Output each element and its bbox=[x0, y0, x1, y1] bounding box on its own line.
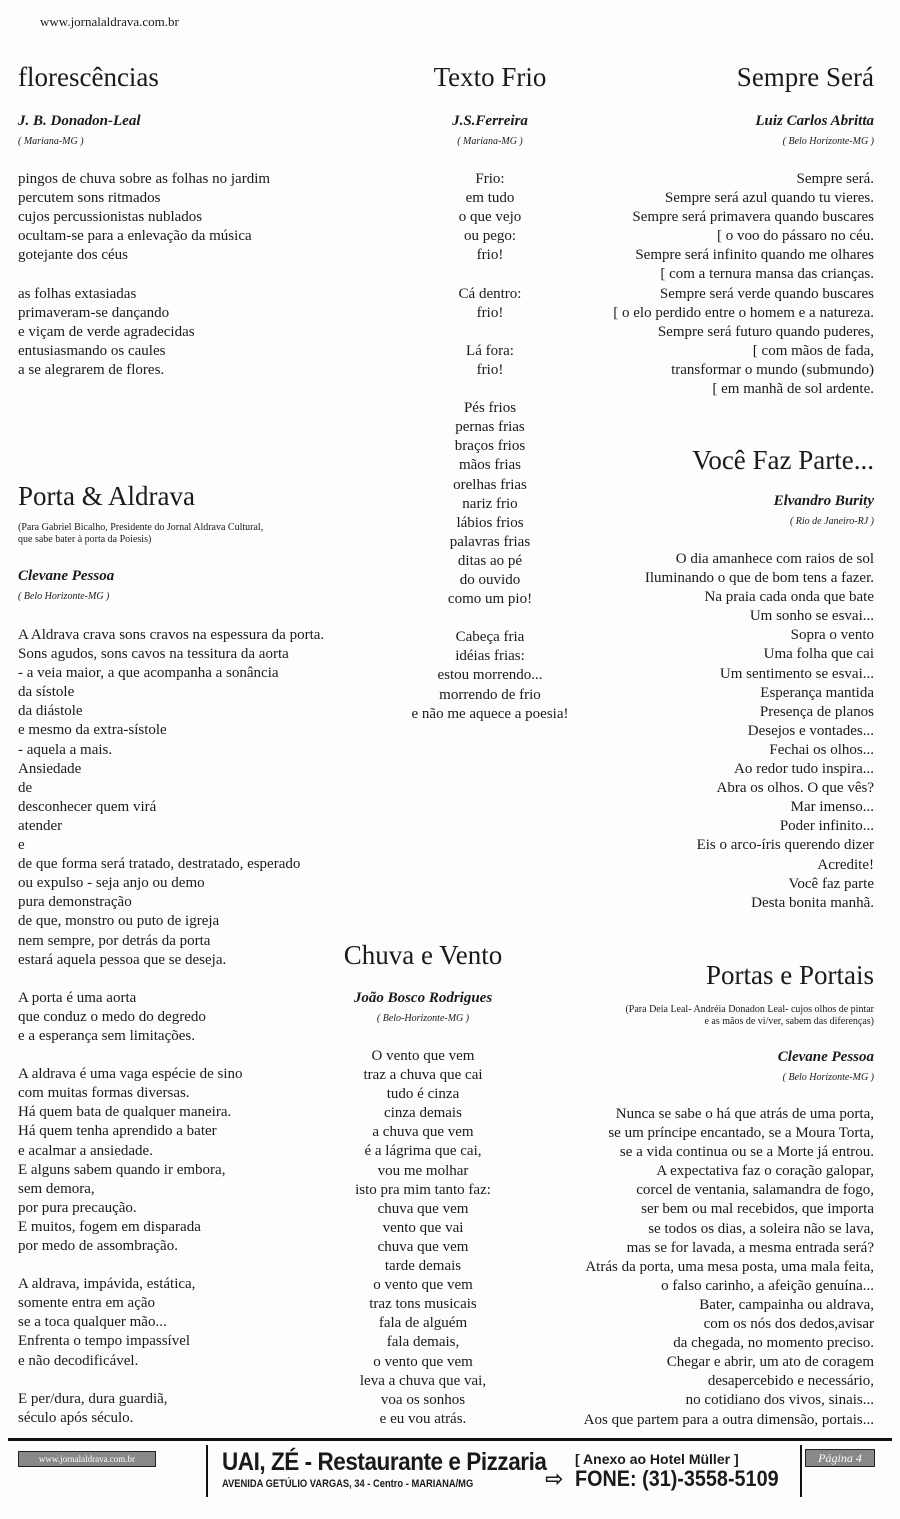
poem-line: e bbox=[18, 837, 25, 854]
poem-line: traz a chuva que cai bbox=[363, 1067, 483, 1084]
poem-line: Acredite! bbox=[817, 856, 874, 873]
stanza-break bbox=[18, 1046, 324, 1065]
poem-line: Aos que partem para a outra dimensão, portais... bbox=[583, 1411, 874, 1428]
poem-line: lábios frios bbox=[456, 514, 524, 531]
poem-line: palavras frias bbox=[449, 533, 531, 550]
poem-line: estou morrendo... bbox=[437, 667, 543, 684]
poem-line: Sempre será verde quando buscares bbox=[659, 285, 874, 302]
poem-line: com os nós dos dedos,avisar bbox=[703, 1316, 874, 1333]
dedication-porta-aldrava bbox=[18, 522, 263, 546]
poem-line: de que forma será tratado, destratado, esperado bbox=[18, 856, 301, 873]
poem-line: atender bbox=[18, 817, 63, 834]
poem-line: tudo é cinza bbox=[386, 1086, 460, 1103]
poem-line: Desta bonita manhã. bbox=[751, 894, 874, 911]
poem-line: braços frios bbox=[454, 438, 526, 455]
poem-line: pernas frias bbox=[455, 419, 525, 436]
poem-title-sempre-sera: Sempre Será bbox=[736, 62, 874, 92]
poem-line: no cotidiano dos vivos, sinais... bbox=[685, 1392, 874, 1409]
poem-line: Cabeça fria bbox=[455, 629, 525, 646]
place-portas-portais: ( Belo Horizonte-MG ) bbox=[782, 1072, 874, 1083]
poem-line: nem sempre, por detrás da porta bbox=[18, 932, 211, 949]
poem-line: que conduz o medo do degredo bbox=[18, 1008, 206, 1025]
poem-line: Há quem tenha aprendido a bater bbox=[18, 1123, 217, 1140]
place-sempre-sera: ( Belo Horizonte-MG ) bbox=[782, 136, 874, 147]
poem-line: com muitas formas diversas. bbox=[18, 1085, 190, 1102]
poem-line: fala demais, bbox=[386, 1334, 460, 1351]
poem-line: e a esperança sem limitações. bbox=[18, 1027, 195, 1044]
poem-line: (Para Gabriel Bicalho, Presidente do Jornal Aldrava Cultural, bbox=[18, 522, 264, 533]
poem-line: E muitos, fogem em disparada bbox=[18, 1218, 201, 1235]
poem-line: morrendo de frio bbox=[439, 686, 541, 703]
poem-line: Um sentimento se esvai... bbox=[719, 665, 874, 682]
poem-line: frio! bbox=[476, 304, 504, 321]
ad-address: AVENIDA GETÚLIO VARGAS, 34 - Centro - MARIANA/MG bbox=[222, 1478, 474, 1490]
poem-line: de que, monstro ou puto de igreja bbox=[18, 913, 220, 930]
poem-line: [ o elo perdido entre o homem e a natureza. bbox=[613, 304, 874, 321]
poem-line: frio! bbox=[476, 247, 504, 264]
poem-body-voce-faz-parte bbox=[645, 550, 874, 913]
poem-title-portas-portais: Portas e Portais bbox=[706, 960, 874, 990]
place-voce-faz-parte: ( Rio de Janeiro-RJ ) bbox=[789, 516, 874, 527]
place-chuva-vento: ( Belo-Horizonte-MG ) bbox=[376, 1013, 470, 1024]
poem-line: Pés frios bbox=[463, 400, 517, 417]
poem-line: A expectativa faz o coração galopar, bbox=[656, 1163, 874, 1180]
poem-line: o vento que vem bbox=[373, 1277, 473, 1294]
ad-annex: [ Anexo ao Hotel Müller ] bbox=[575, 1451, 739, 1467]
poem-line: em tudo bbox=[465, 190, 515, 207]
poem-line: e as mãos de vi/ver, sabem das diferenças) bbox=[704, 1016, 874, 1027]
poem-line: Sons agudos, sons cavos na tessitura da aorta bbox=[18, 646, 289, 663]
poem-title-voce-faz-parte: Você Faz Parte... bbox=[692, 445, 874, 475]
poem-line: século após século. bbox=[18, 1409, 134, 1426]
poem-title-chuva-vento: Chuva e Vento bbox=[343, 940, 503, 970]
poem-line: corcel de ventania, salamandra de fogo, bbox=[636, 1182, 874, 1199]
place-florescencias: ( Mariana-MG ) bbox=[18, 136, 84, 147]
poem-line: mãos frias bbox=[458, 457, 522, 474]
poem-line: idéias frias: bbox=[455, 648, 525, 665]
poem-line: Você faz parte bbox=[788, 875, 874, 892]
poem-line: cinza demais bbox=[384, 1105, 462, 1122]
poem-line: Atrás da porta, uma mesa posta, uma mala feita, bbox=[585, 1258, 874, 1275]
poem-title-texto-frio: Texto Frio bbox=[433, 62, 547, 92]
poem-line: Sempre será futuro quando puderes, bbox=[657, 323, 874, 340]
poem-line: Abra os olhos. O que vês? bbox=[716, 780, 874, 797]
poem-line: Chegar e abrir, um ato de coragem bbox=[666, 1354, 874, 1371]
poem-line: frio! bbox=[476, 361, 504, 378]
poem-line: por pura precaução. bbox=[18, 1199, 137, 1216]
poem-line: e viçam de verde agradecidas bbox=[18, 323, 195, 340]
poem-line: tarde demais bbox=[384, 1258, 462, 1275]
author-florescencias: J. B. Donadon-Leal bbox=[18, 113, 141, 129]
poem-line: leva a chuva que vai, bbox=[359, 1372, 487, 1389]
poem-line: e não me aquece a poesia! bbox=[411, 705, 569, 722]
page-number: Página 4 bbox=[805, 1449, 875, 1467]
poem-line: e acalmar a ansiedade. bbox=[18, 1142, 153, 1159]
poem-body-sempre-sera bbox=[613, 170, 874, 399]
poem-line: o vento que vem bbox=[373, 1353, 473, 1370]
poem-body-texto-frio bbox=[380, 170, 600, 724]
poem-line: Sopra o vento bbox=[790, 627, 874, 644]
stanza-break bbox=[18, 1256, 324, 1275]
poem-body-chuva-vento bbox=[318, 1047, 528, 1429]
poem-line: O dia amanhece com raios de sol bbox=[675, 551, 874, 567]
poem-line: do ouvido bbox=[459, 571, 521, 588]
poem-line: percutem sons ritmados bbox=[18, 190, 161, 207]
poem-line: por medo de assombração. bbox=[18, 1238, 178, 1254]
author-porta-aldrava: Clevane Pessoa bbox=[18, 568, 115, 584]
poem-line: Lá fora: bbox=[466, 342, 514, 359]
poem-line: Enfrenta o tempo impassível bbox=[18, 1333, 191, 1350]
poem-line: Fechai os olhos... bbox=[769, 741, 874, 758]
poem-line: A aldrava, impávida, estática, bbox=[18, 1276, 196, 1293]
poem-line: cujos percussionistas nublados bbox=[18, 209, 203, 226]
place-porta-aldrava: ( Belo Horizonte-MG ) bbox=[18, 591, 110, 602]
poem-line: chuva que vem bbox=[377, 1200, 469, 1217]
stanza-break bbox=[380, 380, 600, 399]
poem-line: - aquela a mais. bbox=[18, 741, 113, 758]
dedication-portas-portais bbox=[625, 1004, 874, 1028]
poem-line: Na praia cada onda que bate bbox=[704, 589, 874, 606]
poem-line: mas se for lavada, a mesma entrada será? bbox=[626, 1239, 874, 1256]
poem-line: Uma folha que cai bbox=[763, 646, 874, 663]
poem-title-porta-aldrava: Porta & Aldrava bbox=[18, 481, 195, 511]
poem-line: Cá dentro: bbox=[458, 285, 522, 302]
poem-line: voa os sonhos bbox=[380, 1391, 466, 1408]
poem-line: se todos os dias, a soleira não se lava, bbox=[648, 1220, 874, 1237]
poem-line: é a lágrima que cai, bbox=[364, 1143, 482, 1160]
poem-line: o falso carinho, a afeição genuína... bbox=[661, 1277, 874, 1294]
poem-line: nariz frio bbox=[462, 495, 518, 512]
author-voce-faz-parte: Elvandro Burity bbox=[773, 493, 874, 509]
stanza-break bbox=[380, 609, 600, 628]
poem-line: que sabe bater à porta da Poiesis) bbox=[18, 534, 152, 545]
poem-line: E alguns sabem quando ir embora, bbox=[18, 1161, 226, 1178]
poem-line: ser bem ou mal recebidos, que importa bbox=[641, 1201, 874, 1218]
poem-line: - a veia maior, a que acompanha a sonância bbox=[18, 665, 279, 682]
poem-line: se a vida continua ou se a Morte já entrou. bbox=[619, 1144, 874, 1161]
poem-line: Um sonho se esvai... bbox=[749, 608, 874, 625]
poem-line: O vento que vem bbox=[371, 1048, 475, 1064]
poem-line: a se alegrarem de flores. bbox=[18, 361, 165, 378]
poem-body-portas-portais bbox=[584, 1105, 874, 1430]
author-portas-portais: Clevane Pessoa bbox=[777, 1049, 874, 1065]
poem-line: A aldrava é uma vaga espécie de sino bbox=[18, 1066, 243, 1083]
poem-line: ou expulso - seja anjo ou demo bbox=[18, 875, 205, 892]
poem-line: primaveram-se dançando bbox=[18, 304, 170, 321]
poem-line: traz tons musicais bbox=[369, 1296, 477, 1313]
poem-line: da chegada, no momento preciso. bbox=[673, 1335, 874, 1352]
poem-line: a chuva que vem bbox=[372, 1124, 474, 1141]
poem-line: e mesmo da extra-sístole bbox=[18, 722, 167, 739]
poem-line: e não decodificável. bbox=[18, 1352, 139, 1369]
place-texto-frio: ( Mariana-MG ) bbox=[457, 136, 523, 147]
poem-line: fala de alguém bbox=[378, 1315, 468, 1332]
poem-line: sem demora, bbox=[18, 1180, 95, 1197]
poem-title-florescencias: florescências bbox=[18, 62, 159, 92]
poem-line: Ao redor tudo inspira... bbox=[734, 761, 874, 778]
poem-line: ocultam-se para a enlevação da música bbox=[18, 228, 252, 245]
poem-line: vento que vai bbox=[382, 1219, 464, 1236]
poem-line: Mar imenso... bbox=[790, 799, 874, 816]
poem-line: Iluminando o que de bom tens a fazer. bbox=[644, 570, 874, 587]
site-url: www.jornalaldrava.com.br bbox=[40, 14, 179, 29]
poem-line: pingos de chuva sobre as folhas no jardim bbox=[18, 171, 271, 187]
poem-line: Sempre será azul quando tu vieres. bbox=[664, 190, 874, 207]
poem-line: e eu vou atrás. bbox=[379, 1410, 467, 1427]
author-chuva-vento: João Bosco Rodrigues bbox=[353, 990, 493, 1006]
stanza-break bbox=[18, 970, 324, 989]
poem-line: pura demonstração bbox=[18, 894, 132, 911]
poem-line: Frio: bbox=[475, 171, 505, 187]
poem-line: somente entra em ação bbox=[18, 1295, 156, 1312]
poem-line: Sempre será infinito quando me olhares bbox=[635, 247, 874, 264]
poem-line: Sempre será. bbox=[796, 171, 874, 187]
poem-line: [ com mãos de fada, bbox=[752, 342, 874, 359]
poem-body-florescencias bbox=[18, 170, 270, 380]
poem-line: ditas ao pé bbox=[457, 552, 523, 569]
poem-line: gotejante dos céus bbox=[18, 247, 128, 264]
poem-line: Sempre será primavera quando buscares bbox=[632, 209, 874, 226]
poem-line: da sístole bbox=[18, 684, 75, 701]
stanza-break bbox=[18, 1371, 324, 1390]
poem-line: [ em manhã de sol ardente. bbox=[712, 381, 874, 398]
poem-line: orelhas frias bbox=[453, 476, 527, 493]
poem-line: Ansiedade bbox=[18, 760, 82, 777]
poem-line: se a toca qualquer mão... bbox=[18, 1314, 167, 1331]
author-texto-frio: J.S.Ferreira bbox=[452, 113, 528, 129]
poem-line: (Para Deia Leal- Andréia Donadon Leal- cujos olhos de pintar bbox=[625, 1004, 874, 1015]
arrow-right-icon: ⇨ bbox=[545, 1467, 564, 1492]
poem-line: o que vejo bbox=[458, 209, 522, 226]
poem-line: A porta é uma aorta bbox=[18, 989, 137, 1006]
poem-line: estará aquela pessoa que se deseja. bbox=[18, 951, 227, 968]
poem-line: Desejos e vontades... bbox=[747, 722, 874, 739]
footer-site-url[interactable]: www.jornalaldrava.com.br bbox=[18, 1451, 156, 1467]
poem-body-porta-aldrava bbox=[18, 626, 324, 1428]
poem-line: Bater, campainha ou aldrava, bbox=[699, 1296, 874, 1313]
ad-restaurant-name: UAI, ZÉ - Restaurante e Pizzaria bbox=[222, 1448, 547, 1476]
stanza-break bbox=[18, 265, 270, 284]
poem-line: como um pio! bbox=[447, 591, 533, 608]
poem-line: as folhas extasiadas bbox=[18, 285, 137, 302]
poem-line: Eis o arco-íris querendo dizer bbox=[696, 837, 874, 854]
poem-line: Presença de planos bbox=[759, 703, 874, 720]
poem-line: Poder infinito... bbox=[779, 818, 874, 835]
poem-line: da diástole bbox=[18, 703, 83, 720]
footer-divider bbox=[8, 1438, 892, 1441]
poem-line: A Aldrava crava sons cravos na espessura da porta. bbox=[18, 627, 325, 643]
poem-line: entusiasmando os caules bbox=[18, 342, 166, 359]
poem-line: Esperança mantida bbox=[760, 684, 874, 701]
poem-line: isto pra mim tanto faz: bbox=[355, 1181, 491, 1198]
poem-line: vou me molhar bbox=[377, 1162, 469, 1179]
ad-phone: FONE: (31)-3558-5109 bbox=[575, 1466, 779, 1491]
poem-line: desapercebido e necessário, bbox=[707, 1373, 874, 1390]
poem-line: transformar o mundo (submundo) bbox=[671, 361, 874, 378]
poem-line: desconhecer quem virá bbox=[18, 798, 157, 815]
stanza-break bbox=[380, 265, 600, 284]
poem-line: E per/dura, dura guardiã, bbox=[18, 1390, 168, 1407]
author-sempre-sera: Luiz Carlos Abritta bbox=[755, 113, 874, 129]
poem-line: [ o voo do pássaro no céu. bbox=[716, 228, 874, 245]
poem-line: Nunca se sabe o há que atrás de uma porta, bbox=[615, 1106, 874, 1122]
poem-line: ou pego: bbox=[463, 228, 517, 245]
stanza-break bbox=[380, 323, 600, 342]
poem-line: se um príncipe encantado, se a Moura Torta, bbox=[608, 1125, 874, 1142]
poem-line: chuva que vem bbox=[377, 1238, 469, 1255]
poem-line: Há quem bata de qualquer maneira. bbox=[18, 1104, 232, 1121]
poem-line: de bbox=[18, 779, 33, 796]
poem-line: [ com a ternura mansa das crianças. bbox=[660, 266, 874, 283]
